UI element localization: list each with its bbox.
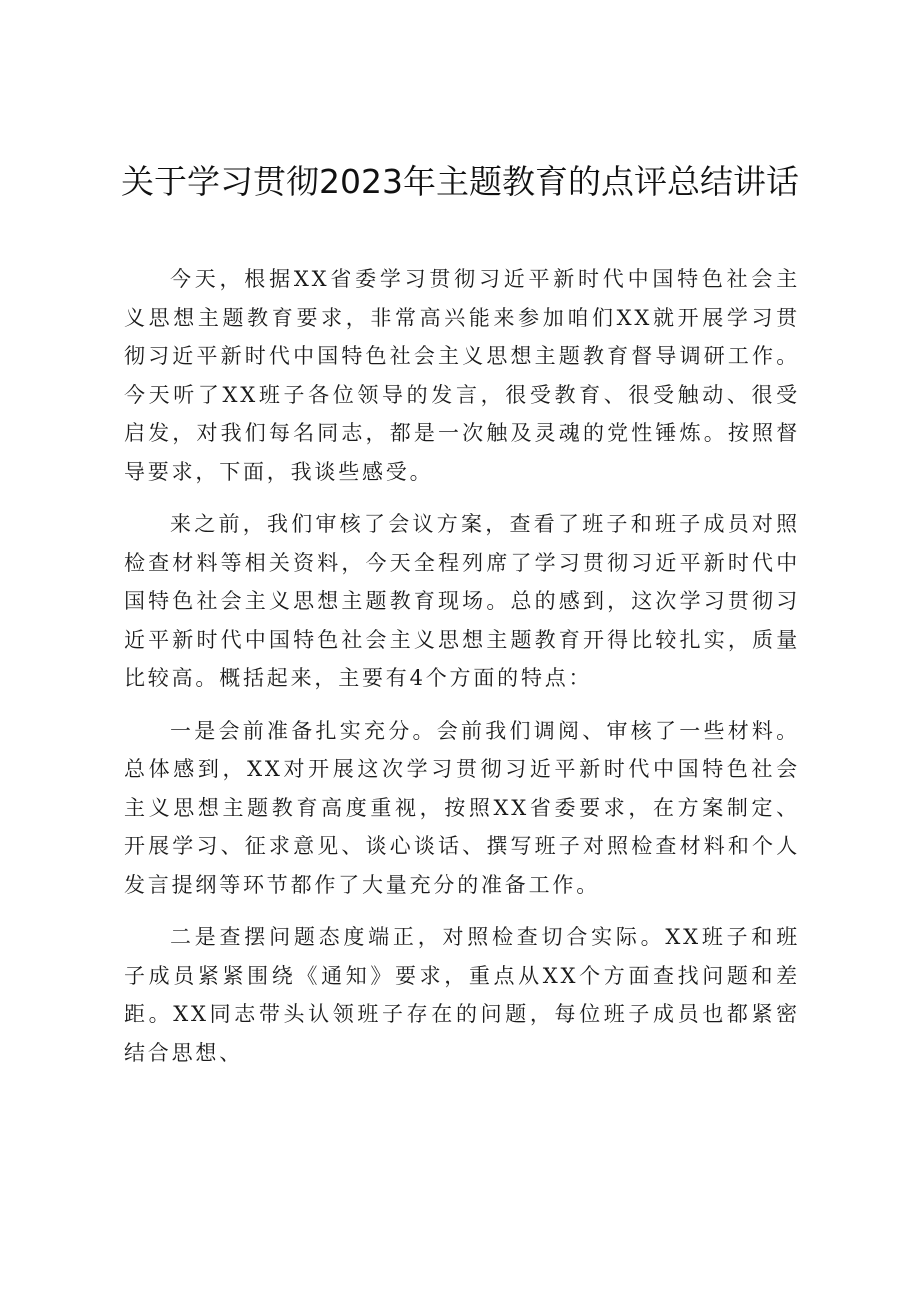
document-body xyxy=(124,260,800,1086)
paragraph-intro: 今天，根据XX省委学习贯彻习近平新时代中国特色社会主义思想主题教育要求，非常高兴能来参加咱们XX就开展学习贯彻习近平新时代中国特色社会主义思想主题教育督导调研工作。今天听了XX班子各位领导的发言，很受教育、很受触动、很受启发，对我们每名同志，都是一次触及灵魂的党性锤炼。按照督导要求，下面，我谈些感受。 xyxy=(124,267,800,484)
paragraph-point-two: 二是查摆问题态度端正，对照检查切合实际。XX班子和班子成员紧紧围绕《通知》要求，重点从XX个方面查找问题和差距。XX同志带头认领班子存在的问题，每位班子成员也都紧密结合思想、 xyxy=(124,925,800,1065)
paragraph-point-one: 一是会前准备扎实充分。会前我们调阅、审核了一些材料。总体感到，XX对开展这次学习贯彻习近平新时代中国特色社会主义思想主题教育高度重视，按照XX省委要求，在方案制定、开展学习、征求意见、谈心谈话、撰写班子对照检查材料和个人发言提纲等环节都作了大量充分的准备工作。 xyxy=(124,718,800,897)
document-title: 关于学习贯彻2023年主题教育的点评总结讲话 xyxy=(121,162,799,201)
paragraph-overview: 来之前，我们审核了会议方案，查看了班子和班子成员对照检查材料等相关资料，今天全程列席了学习贯彻习近平新时代中国特色社会主义思想主题教育现场。总的感到，这次学习贯彻习近平新时代中国特色社会主义思想主题教育开得比较扎实，质量比较高。概括起来，主要有4个方面的特点： xyxy=(124,512,800,690)
